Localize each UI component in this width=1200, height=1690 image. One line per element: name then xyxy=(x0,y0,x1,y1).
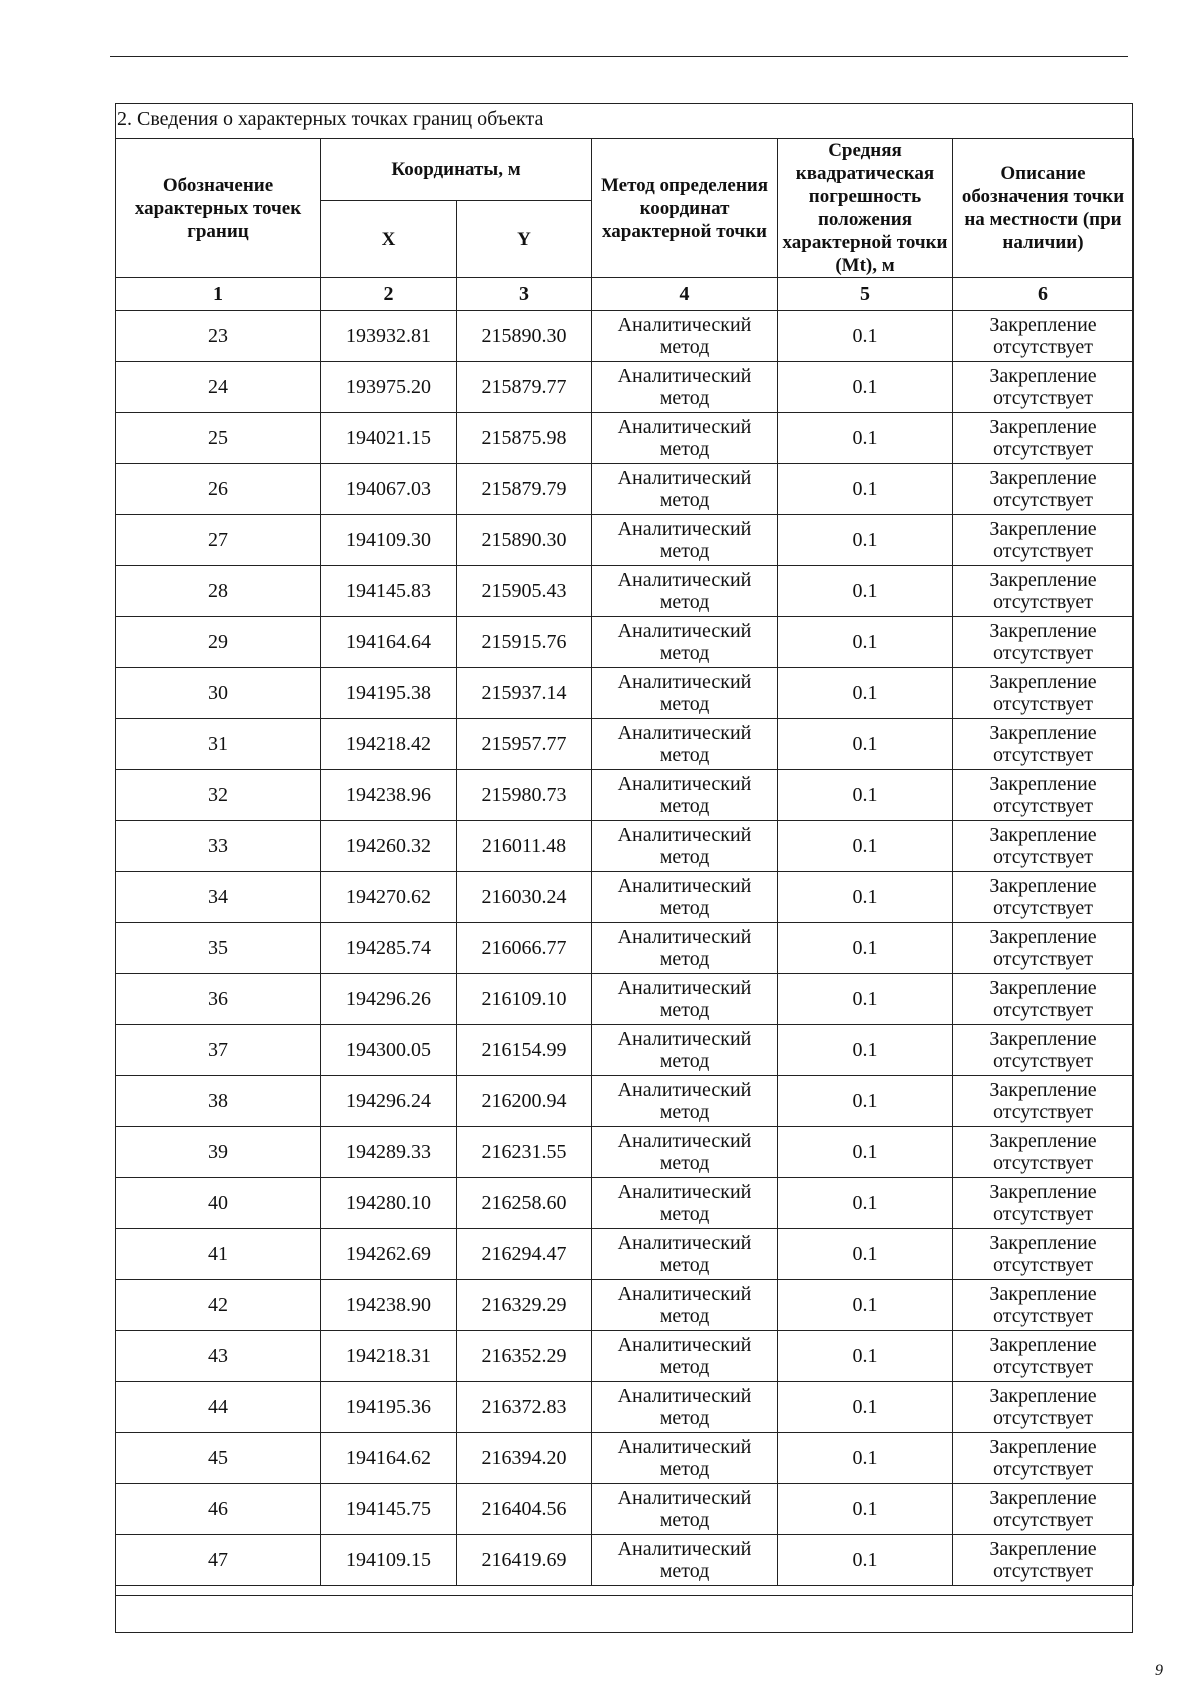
mt-cell: 0.1 xyxy=(778,566,953,617)
x-coordinate-cell: 194164.64 xyxy=(321,617,457,668)
description-cell xyxy=(953,668,1134,719)
point-id-cell: 28 xyxy=(116,566,321,617)
x-coordinate-cell: 194067.03 xyxy=(321,464,457,515)
method-cell-line: метод xyxy=(659,1101,710,1123)
x-coordinate-cell: 194021.15 xyxy=(321,413,457,464)
y-coordinate-cell: 216258.60 xyxy=(457,1178,592,1229)
description-cell-line: отсутствует xyxy=(992,1101,1094,1123)
point-id-cell: 44 xyxy=(116,1382,321,1433)
section-title: 2. Сведения о характерных точках границ объекта xyxy=(117,108,544,130)
x-coordinate-cell: 194285.74 xyxy=(321,923,457,974)
x-coordinate-cell: 194280.10 xyxy=(321,1178,457,1229)
method-cell-line: метод xyxy=(659,948,710,970)
x-coordinate-cell: 193932.81 xyxy=(321,311,457,362)
method-cell-line: Аналитический xyxy=(617,1079,752,1101)
method-cell-line: метод xyxy=(659,387,710,409)
x-coordinate-cell: 193975.20 xyxy=(321,362,457,413)
mt-cell: 0.1 xyxy=(778,719,953,770)
description-cell-line: Закрепление xyxy=(989,620,1097,642)
method-cell xyxy=(592,515,778,566)
method-cell-line: метод xyxy=(659,1458,710,1480)
mt-cell: 0.1 xyxy=(778,821,953,872)
description-cell-line: отсутствует xyxy=(992,540,1094,562)
method-cell-line: Аналитический xyxy=(617,875,752,897)
boundary-points-table xyxy=(115,138,1134,1586)
method-cell-line: Аналитический xyxy=(617,722,752,744)
description-cell xyxy=(953,1433,1134,1484)
x-coordinate-cell: 194238.90 xyxy=(321,1280,457,1331)
header-method: Метод определения координат характерной точки xyxy=(592,139,778,278)
x-coordinate-cell: 194109.30 xyxy=(321,515,457,566)
method-cell-line: Аналитический xyxy=(617,416,752,438)
description-cell-line: отсутствует xyxy=(992,642,1094,664)
table-row xyxy=(116,668,1134,719)
method-cell-line: метод xyxy=(659,1356,710,1378)
description-cell-line: отсутствует xyxy=(992,489,1094,511)
y-coordinate-cell: 215957.77 xyxy=(457,719,592,770)
y-coordinate-cell: 216404.56 xyxy=(457,1484,592,1535)
description-cell-line: Закрепление xyxy=(989,1181,1097,1203)
x-coordinate-cell: 194164.62 xyxy=(321,1433,457,1484)
header-description: Описание обозначения точки на местности (при наличии) xyxy=(953,139,1134,278)
mt-cell: 0.1 xyxy=(778,1331,953,1382)
table-row xyxy=(116,413,1134,464)
description-cell-line: Закрепление xyxy=(989,1385,1097,1407)
point-id-cell: 31 xyxy=(116,719,321,770)
column-number: 5 xyxy=(778,278,953,311)
description-cell-line: отсутствует xyxy=(992,1203,1094,1225)
method-cell-line: Аналитический xyxy=(617,1436,752,1458)
x-coordinate-cell: 194270.62 xyxy=(321,872,457,923)
method-cell-line: Аналитический xyxy=(617,773,752,795)
mt-cell: 0.1 xyxy=(778,1025,953,1076)
description-cell-line: отсутствует xyxy=(992,1050,1094,1072)
x-coordinate-cell: 194145.83 xyxy=(321,566,457,617)
description-cell xyxy=(953,770,1134,821)
table-row xyxy=(116,770,1134,821)
method-cell xyxy=(592,719,778,770)
description-cell-line: Закрепление xyxy=(989,416,1097,438)
y-coordinate-cell: 216294.47 xyxy=(457,1229,592,1280)
method-cell-line: метод xyxy=(659,1254,710,1276)
description-cell-line: отсутствует xyxy=(992,693,1094,715)
method-cell xyxy=(592,1382,778,1433)
y-coordinate-cell: 215879.79 xyxy=(457,464,592,515)
table-row xyxy=(116,1331,1134,1382)
description-cell xyxy=(953,413,1134,464)
y-coordinate-cell: 216329.29 xyxy=(457,1280,592,1331)
method-cell xyxy=(592,923,778,974)
mt-cell: 0.1 xyxy=(778,617,953,668)
description-cell-line: Закрепление xyxy=(989,1130,1097,1152)
point-id-cell: 35 xyxy=(116,923,321,974)
method-cell xyxy=(592,311,778,362)
table-row xyxy=(116,1535,1134,1586)
y-coordinate-cell: 215875.98 xyxy=(457,413,592,464)
mt-cell: 0.1 xyxy=(778,1229,953,1280)
point-id-cell: 23 xyxy=(116,311,321,362)
y-coordinate-cell: 215890.30 xyxy=(457,515,592,566)
method-cell-line: Аналитический xyxy=(617,365,752,387)
method-cell-line: метод xyxy=(659,897,710,919)
description-cell-line: отсутствует xyxy=(992,1305,1094,1327)
description-cell-line: Закрепление xyxy=(989,671,1097,693)
method-cell-line: метод xyxy=(659,540,710,562)
method-cell-line: метод xyxy=(659,642,710,664)
description-cell-line: отсутствует xyxy=(992,999,1094,1021)
method-cell-line: Аналитический xyxy=(617,1283,752,1305)
description-cell-line: Закрепление xyxy=(989,467,1097,489)
method-cell-line: Аналитический xyxy=(617,1028,752,1050)
point-id-cell: 34 xyxy=(116,872,321,923)
method-cell xyxy=(592,617,778,668)
description-cell xyxy=(953,1178,1134,1229)
table-row xyxy=(116,1382,1134,1433)
method-cell xyxy=(592,668,778,719)
description-cell xyxy=(953,617,1134,668)
description-cell xyxy=(953,974,1134,1025)
x-coordinate-cell: 194262.69 xyxy=(321,1229,457,1280)
method-cell xyxy=(592,974,778,1025)
point-id-cell: 36 xyxy=(116,974,321,1025)
method-cell-line: метод xyxy=(659,795,710,817)
method-cell-line: Аналитический xyxy=(617,1232,752,1254)
method-cell-line: Аналитический xyxy=(617,824,752,846)
description-cell-line: Закрепление xyxy=(989,1079,1097,1101)
method-cell-line: метод xyxy=(659,1305,710,1327)
table-row xyxy=(116,1076,1134,1127)
description-cell xyxy=(953,1076,1134,1127)
method-cell-line: Аналитический xyxy=(617,1385,752,1407)
method-cell-line: метод xyxy=(659,591,710,613)
x-coordinate-cell: 194145.75 xyxy=(321,1484,457,1535)
description-cell-line: Закрепление xyxy=(989,314,1097,336)
method-cell-line: метод xyxy=(659,693,710,715)
description-cell-line: отсутствует xyxy=(992,1509,1094,1531)
mt-cell: 0.1 xyxy=(778,413,953,464)
method-cell-line: метод xyxy=(659,489,710,511)
method-cell-line: метод xyxy=(659,1050,710,1072)
mt-cell: 0.1 xyxy=(778,1127,953,1178)
description-cell-line: отсутствует xyxy=(992,1254,1094,1276)
method-cell-line: метод xyxy=(659,1203,710,1225)
description-cell xyxy=(953,719,1134,770)
method-cell-line: Аналитический xyxy=(617,1334,752,1356)
description-cell xyxy=(953,566,1134,617)
description-cell-line: Закрепление xyxy=(989,1538,1097,1560)
description-cell-line: отсутствует xyxy=(992,948,1094,970)
mt-cell: 0.1 xyxy=(778,1280,953,1331)
method-cell-line: метод xyxy=(659,1407,710,1429)
x-coordinate-cell: 194109.15 xyxy=(321,1535,457,1586)
point-id-cell: 42 xyxy=(116,1280,321,1331)
description-cell xyxy=(953,311,1134,362)
point-id-cell: 45 xyxy=(116,1433,321,1484)
method-cell-line: Аналитический xyxy=(617,977,752,999)
description-cell-line: Закрепление xyxy=(989,365,1097,387)
method-cell-line: метод xyxy=(659,438,710,460)
method-cell xyxy=(592,1433,778,1484)
x-coordinate-cell: 194195.36 xyxy=(321,1382,457,1433)
method-cell-line: метод xyxy=(659,1560,710,1582)
description-cell-line: отсутствует xyxy=(992,1356,1094,1378)
description-cell xyxy=(953,1484,1134,1535)
description-cell-line: Закрепление xyxy=(989,875,1097,897)
method-cell-line: метод xyxy=(659,1509,710,1531)
y-coordinate-cell: 216419.69 xyxy=(457,1535,592,1586)
description-cell xyxy=(953,821,1134,872)
method-cell-line: Аналитический xyxy=(617,1487,752,1509)
description-cell xyxy=(953,515,1134,566)
mt-cell: 0.1 xyxy=(778,668,953,719)
method-cell-line: Аналитический xyxy=(617,569,752,591)
x-coordinate-cell: 194300.05 xyxy=(321,1025,457,1076)
description-cell-line: Закрепление xyxy=(989,926,1097,948)
description-cell xyxy=(953,464,1134,515)
table-row xyxy=(116,1229,1134,1280)
method-cell-line: Аналитический xyxy=(617,926,752,948)
method-cell xyxy=(592,770,778,821)
description-cell-line: Закрепление xyxy=(989,1283,1097,1305)
description-cell xyxy=(953,1535,1134,1586)
y-coordinate-cell: 215879.77 xyxy=(457,362,592,413)
description-cell xyxy=(953,1280,1134,1331)
description-cell-line: Закрепление xyxy=(989,977,1097,999)
method-cell-line: Аналитический xyxy=(617,467,752,489)
y-coordinate-cell: 216154.99 xyxy=(457,1025,592,1076)
method-cell-line: метод xyxy=(659,744,710,766)
table-row xyxy=(116,617,1134,668)
description-cell-line: Закрепление xyxy=(989,569,1097,591)
method-cell xyxy=(592,1178,778,1229)
description-cell-line: Закрепление xyxy=(989,1487,1097,1509)
description-cell-line: отсутствует xyxy=(992,1458,1094,1480)
table-row xyxy=(116,464,1134,515)
description-cell xyxy=(953,1229,1134,1280)
page-number: 9 xyxy=(1155,1662,1163,1679)
mt-cell: 0.1 xyxy=(778,1535,953,1586)
point-id-cell: 25 xyxy=(116,413,321,464)
description-cell xyxy=(953,1127,1134,1178)
method-cell xyxy=(592,821,778,872)
table-row xyxy=(116,566,1134,617)
method-cell-line: метод xyxy=(659,999,710,1021)
description-cell xyxy=(953,872,1134,923)
x-coordinate-cell: 194195.38 xyxy=(321,668,457,719)
column-number: 2 xyxy=(321,278,457,311)
method-cell-line: Аналитический xyxy=(617,671,752,693)
point-id-cell: 24 xyxy=(116,362,321,413)
method-cell xyxy=(592,1127,778,1178)
table-row xyxy=(116,515,1134,566)
mt-cell: 0.1 xyxy=(778,872,953,923)
y-coordinate-cell: 215905.43 xyxy=(457,566,592,617)
y-coordinate-cell: 216066.77 xyxy=(457,923,592,974)
method-cell xyxy=(592,362,778,413)
description-cell xyxy=(953,1382,1134,1433)
method-cell xyxy=(592,1535,778,1586)
description-cell-line: отсутствует xyxy=(992,1560,1094,1582)
table-row xyxy=(116,1280,1134,1331)
method-cell xyxy=(592,1025,778,1076)
table-row xyxy=(116,821,1134,872)
y-coordinate-cell: 215937.14 xyxy=(457,668,592,719)
description-cell-line: отсутствует xyxy=(992,387,1094,409)
description-cell-line: отсутствует xyxy=(992,591,1094,613)
method-cell-line: Аналитический xyxy=(617,1538,752,1560)
table-row xyxy=(116,1127,1134,1178)
method-cell xyxy=(592,1331,778,1382)
method-cell xyxy=(592,1484,778,1535)
mt-cell: 0.1 xyxy=(778,923,953,974)
description-cell-line: отсутствует xyxy=(992,744,1094,766)
description-cell-line: Закрепление xyxy=(989,518,1097,540)
method-cell xyxy=(592,1076,778,1127)
table-row xyxy=(116,1178,1134,1229)
x-coordinate-cell: 194296.26 xyxy=(321,974,457,1025)
y-coordinate-cell: 216352.29 xyxy=(457,1331,592,1382)
description-cell-line: отсутствует xyxy=(992,1152,1094,1174)
method-cell xyxy=(592,464,778,515)
y-coordinate-cell: 216372.83 xyxy=(457,1382,592,1433)
point-id-cell: 37 xyxy=(116,1025,321,1076)
y-coordinate-cell: 215890.30 xyxy=(457,311,592,362)
point-id-cell: 33 xyxy=(116,821,321,872)
table-row xyxy=(116,362,1134,413)
description-cell-line: отсутствует xyxy=(992,1407,1094,1429)
method-cell xyxy=(592,566,778,617)
x-coordinate-cell: 194238.96 xyxy=(321,770,457,821)
point-id-cell: 30 xyxy=(116,668,321,719)
y-coordinate-cell: 216200.94 xyxy=(457,1076,592,1127)
column-number: 6 xyxy=(953,278,1134,311)
point-id-cell: 39 xyxy=(116,1127,321,1178)
y-coordinate-cell: 215915.76 xyxy=(457,617,592,668)
mt-cell: 0.1 xyxy=(778,515,953,566)
table-row xyxy=(116,1484,1134,1535)
header-error: Средняя квадратическая погрешность положения характерной точки (Mt), м xyxy=(778,139,953,278)
description-cell xyxy=(953,362,1134,413)
mt-cell: 0.1 xyxy=(778,770,953,821)
y-coordinate-cell: 216394.20 xyxy=(457,1433,592,1484)
description-cell-line: Закрепление xyxy=(989,773,1097,795)
point-id-cell: 32 xyxy=(116,770,321,821)
description-cell-line: Закрепление xyxy=(989,722,1097,744)
description-cell-line: отсутствует xyxy=(992,897,1094,919)
header-designation: Обозначение характерных точек границ xyxy=(116,139,321,278)
method-cell xyxy=(592,1229,778,1280)
method-cell-line: Аналитический xyxy=(617,518,752,540)
point-id-cell: 27 xyxy=(116,515,321,566)
point-id-cell: 40 xyxy=(116,1178,321,1229)
description-cell-line: Закрепление xyxy=(989,1028,1097,1050)
bottom-rule xyxy=(115,1595,1133,1596)
y-coordinate-cell: 216030.24 xyxy=(457,872,592,923)
header-x: X xyxy=(321,201,457,278)
point-id-cell: 41 xyxy=(116,1229,321,1280)
description-cell-line: Закрепление xyxy=(989,1436,1097,1458)
header-y: Y xyxy=(457,201,592,278)
point-id-cell: 26 xyxy=(116,464,321,515)
method-cell-line: метод xyxy=(659,336,710,358)
method-cell xyxy=(592,872,778,923)
description-cell xyxy=(953,1331,1134,1382)
mt-cell: 0.1 xyxy=(778,1484,953,1535)
y-coordinate-cell: 216231.55 xyxy=(457,1127,592,1178)
y-coordinate-cell: 215980.73 xyxy=(457,770,592,821)
mt-cell: 0.1 xyxy=(778,1076,953,1127)
point-id-cell: 43 xyxy=(116,1331,321,1382)
point-id-cell: 46 xyxy=(116,1484,321,1535)
method-cell-line: Аналитический xyxy=(617,620,752,642)
description-cell-line: отсутствует xyxy=(992,795,1094,817)
column-number: 3 xyxy=(457,278,592,311)
table-row xyxy=(116,872,1134,923)
header-coordinates: Координаты, м xyxy=(321,139,592,201)
column-number: 4 xyxy=(592,278,778,311)
point-id-cell: 47 xyxy=(116,1535,321,1586)
mt-cell: 0.1 xyxy=(778,974,953,1025)
top-rule xyxy=(110,56,1128,57)
table-row xyxy=(116,1025,1134,1076)
method-cell-line: Аналитический xyxy=(617,314,752,336)
table-row xyxy=(116,923,1134,974)
point-id-cell: 29 xyxy=(116,617,321,668)
point-id-cell: 38 xyxy=(116,1076,321,1127)
mt-cell: 0.1 xyxy=(778,1433,953,1484)
method-cell-line: метод xyxy=(659,846,710,868)
y-coordinate-cell: 216011.48 xyxy=(457,821,592,872)
mt-cell: 0.1 xyxy=(778,362,953,413)
description-cell-line: Закрепление xyxy=(989,1334,1097,1356)
description-cell-line: отсутствует xyxy=(992,336,1094,358)
description-cell-line: отсутствует xyxy=(992,438,1094,460)
x-coordinate-cell: 194296.24 xyxy=(321,1076,457,1127)
method-cell-line: Аналитический xyxy=(617,1130,752,1152)
table-row xyxy=(116,311,1134,362)
description-cell-line: Закрепление xyxy=(989,1232,1097,1254)
description-cell-line: отсутствует xyxy=(992,846,1094,868)
method-cell xyxy=(592,413,778,464)
table-row xyxy=(116,974,1134,1025)
description-cell xyxy=(953,923,1134,974)
method-cell-line: метод xyxy=(659,1152,710,1174)
method-cell xyxy=(592,1280,778,1331)
column-number: 1 xyxy=(116,278,321,311)
mt-cell: 0.1 xyxy=(778,1178,953,1229)
method-cell-line: Аналитический xyxy=(617,1181,752,1203)
description-cell xyxy=(953,1025,1134,1076)
y-coordinate-cell: 216109.10 xyxy=(457,974,592,1025)
mt-cell: 0.1 xyxy=(778,1382,953,1433)
x-coordinate-cell: 194218.31 xyxy=(321,1331,457,1382)
x-coordinate-cell: 194289.33 xyxy=(321,1127,457,1178)
description-cell-line: Закрепление xyxy=(989,824,1097,846)
table-row xyxy=(116,1433,1134,1484)
mt-cell: 0.1 xyxy=(778,464,953,515)
x-coordinate-cell: 194260.32 xyxy=(321,821,457,872)
mt-cell: 0.1 xyxy=(778,311,953,362)
table-row xyxy=(116,719,1134,770)
x-coordinate-cell: 194218.42 xyxy=(321,719,457,770)
